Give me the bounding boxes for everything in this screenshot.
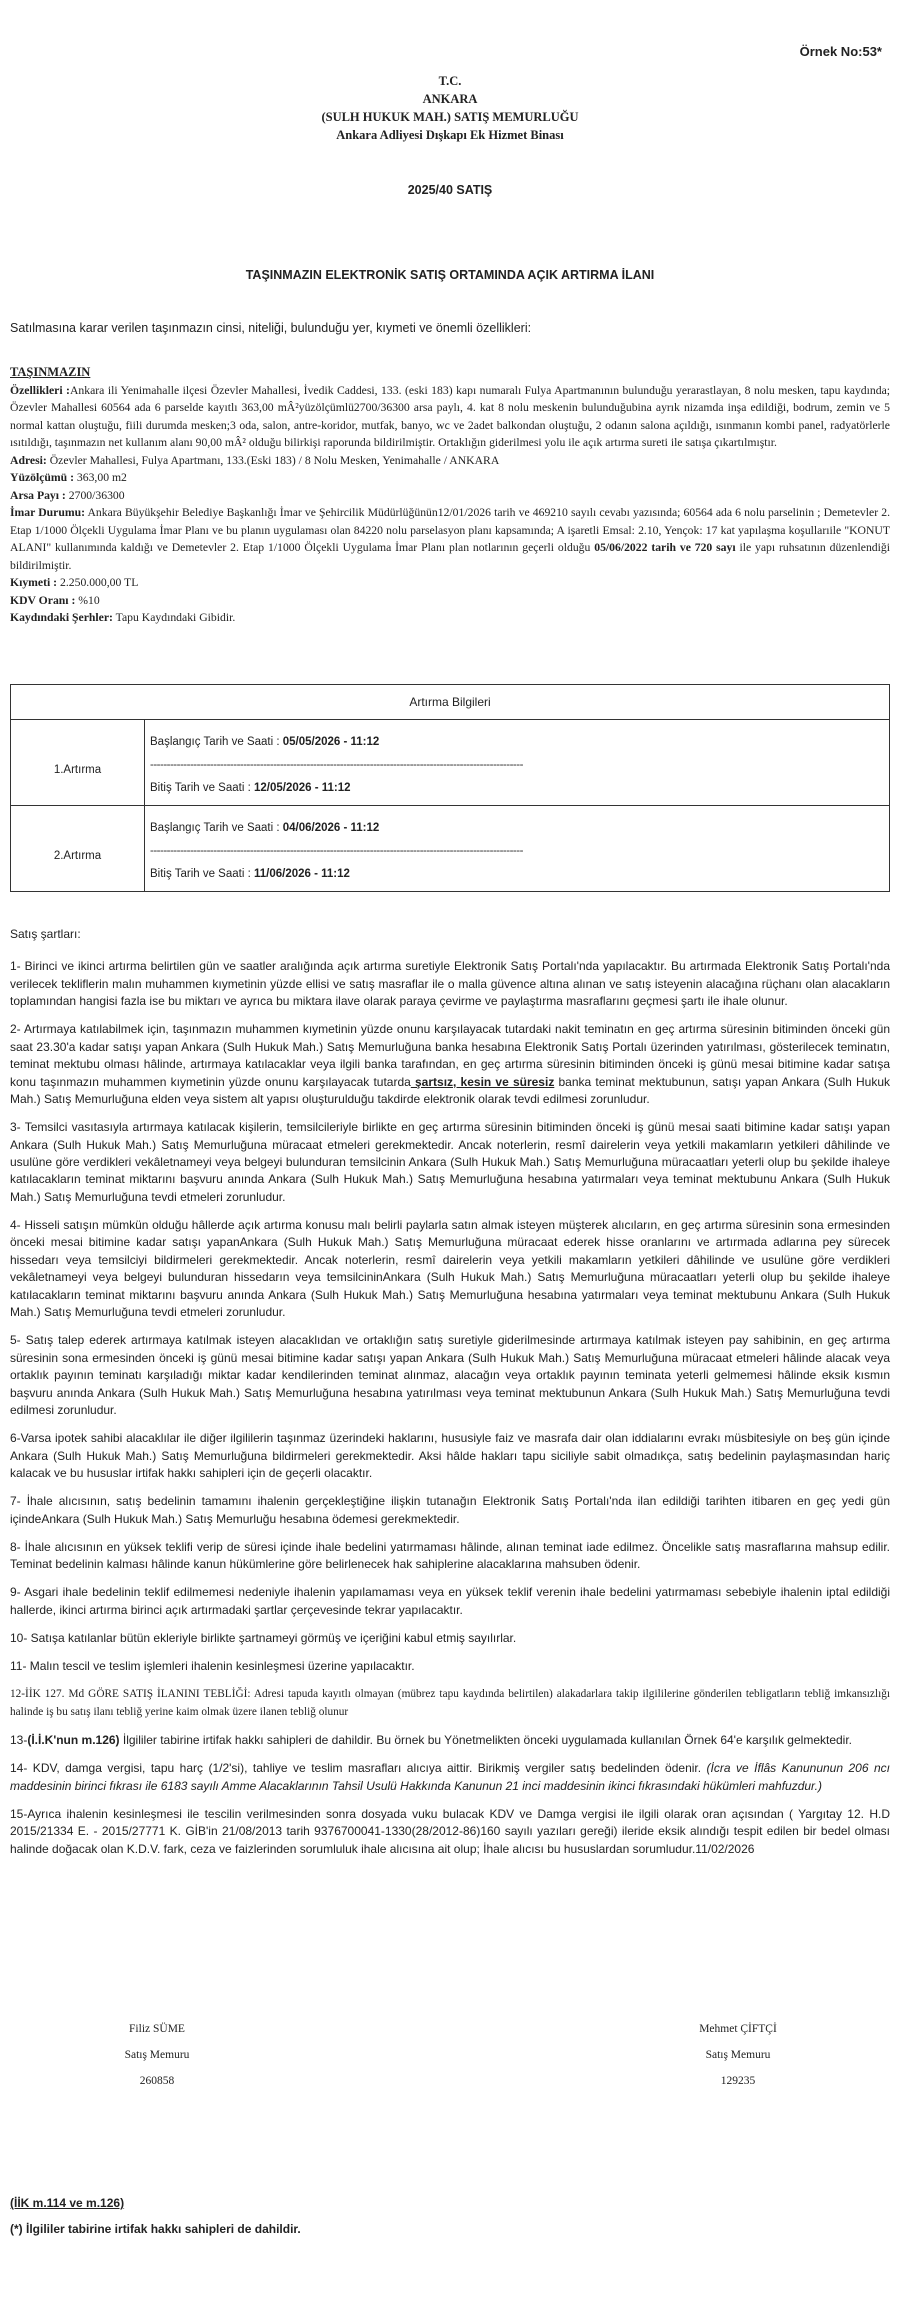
adres-label: Adresi: <box>10 453 47 467</box>
imar-bold: 05/06/2022 tarih ve 720 sayı <box>594 541 736 554</box>
sart-4: 4- Hisseli satışın mümkün olduğu hâllerde açık artırma konusu malı belirli paylarla satın almak isteyen müşterek alıcıların, en geç artırma süresinin sona ermesinden önceki mesai bitimine kadar satışı yapanAnkara (Sulh Hukuk Mah.) Satış Memurluğuna müracaat ederek hisse oranlarını ve artırmada adlarına pey sürecek hissedarı veya temsilciyi bildirmeleri gerekmektedir. Ancak noterlerin, resmî dairelerin veya yetkili makamların yetkileri dâhilinde ve usulüne göre verdikleri vekâletnameyi veya belgeyi bulunduran hissedarın veya temsilcininAnkara (Sulh Hukuk Mah.) Satış Memurluğuna müracaatları yeterli olup bu şekilde ihaleye katılacakların teminat miktarını başvuru anında Ankara (Sulh Hukuk Mah.) Satış Memurluğuna hesabına yatırmaları veya teminat mektubunu Ankara (Sulh Hukuk Mah.) Satış Memurluğuna tevdi etmeleri zorunludur. <box>10 1218 890 1320</box>
sart-13: 13-(İ.İ.K'nun m.126) İlgililer tabirine irtifak hakkı sahipleri de dahildir. Bu örnek bu Yönetmelikten önceki uygulamada kullanılan Örnek 64'e karşılık gelmektedir. <box>10 1733 853 1747</box>
sart-2-underlined: şartsız, kesin ve süresiz <box>410 1074 555 1089</box>
start-datetime: Başlangıç Tarih ve Saati : 04/06/2026 - 11:12 <box>150 822 380 834</box>
footer-law-reference: (İİK m.114 ve m.126) <box>10 2196 125 2210</box>
signer-number: 129235 <box>720 2075 756 2087</box>
arsa-payi-label: Arsa Payı : <box>10 488 66 502</box>
sart-5: 5- Satış talep ederek artırmaya katılmak isteyen alacaklıdan ve ortaklığın satış suretiyle giderilmesinde artırmaya katılmak isteyen pay sahibinin, en geç artırma süresinin sona ermesinden önceki iş günü mesai bitimine kadar satışı yapan Ankara (Sulh Hukuk Mah.) Satış Memurluğuna müracaat etmeleri hâlinde alacak veya ortaklık payının teminatı karşıladığı miktar kadar kendilerinden teminat alınmaz, alacağın veya ortaklık payının teminata yeterli gelmemesi hâlinde eksik kısmın başvuru anında Ankara (Sulh Hukuk Mah.) Satış Memurluğuna hesabına yatırılması veya teminat mektubunun Ankara (Sulh Hukuk Mah.) Satış Memurluğuna tevdi edilmesi zorunludur. <box>10 1333 890 1417</box>
kiymeti-label: Kıymeti : <box>10 576 58 589</box>
kdv-value: %10 <box>75 593 100 607</box>
artirma-label: 2.Artırma <box>11 806 145 892</box>
kayit-serhler-line <box>10 609 890 627</box>
imar-durumu-paragraph <box>10 504 890 574</box>
artirma-dates <box>145 720 890 806</box>
footer-note: (*) İlgililer tabirine irtifak hakkı sahipleri de dahildir. <box>10 2222 301 2236</box>
artirma-table-title: Artırma Bilgileri <box>11 685 890 720</box>
signer-name: Mehmet ÇİFTÇİ <box>699 2023 777 2035</box>
kayit-serhler-value: Tapu Kaydındaki Gibidir. <box>112 611 236 624</box>
sartlar-title: Satış şartları: <box>10 927 81 941</box>
signer-name: Filiz SÜME <box>129 2023 185 2035</box>
intro-text: Satılmasına karar verilen taşınmazın cinsi, niteliği, bulunduğu yer, kıymeti ve önemli özellikleri: <box>10 321 532 335</box>
artirma-table <box>10 684 890 892</box>
kdv-line <box>10 592 890 610</box>
yuzolcumu-value: 363,00 m2 <box>73 471 127 484</box>
end-datetime: Bitiş Tarih ve Saati : 12/05/2026 - 11:12 <box>150 782 351 794</box>
sart-8: 8- İhale alıcısının en yüksek teklifi verip de süresi içinde ihale bedelini yatırmaması hâlinde, alınan teminat iade edilmez. Öncelikle satış masraflarına mahsup edilir. Teminat bedelinin kalması hâlinde kanun hükümlerine göre belirlenecek hak sahiplerine alacaklarına mahsuben ödenir. <box>10 1539 890 1572</box>
divider-dashes: ---------------------------------------------------------------------------------------------------------------- <box>150 759 523 771</box>
sart-10: 10- Satışa katılanlar bütün ekleriyle birlikte şartnameyi görmüş ve içeriğini kabul etmiş sayılırlar. <box>10 1630 517 1645</box>
signer-number: 260858 <box>139 2075 175 2087</box>
table-row <box>11 806 890 892</box>
header-tc: T.C. <box>438 74 462 88</box>
tasinmaz-section <box>10 364 890 627</box>
signature-left <box>7 2016 307 2094</box>
sart-7: 7- İhale alıcısının, satış bedelinin tamamını ihalenin gerçekleştiğine ilişkin tutanağın Elektronik Satış Portalı'nda ilan edildiği tarihten itibaren en geç yedi gün içindeAnkara (Sulh Hukuk Mah.) Satış Memurluğu hesabına ödemesi gerekmektedir. <box>10 1494 890 1526</box>
ilan-title: TAŞINMAZIN ELEKTRONİK SATIŞ ORTAMINDA AÇIK ARTIRMA İLANI <box>245 268 655 282</box>
sart-14: 14- KDV, damga vergisi, tapu harç (1/2'si), tahliye ve teslim masrafları alıcıya aittir. Birikmiş vergiler satış bedelinden ödenir. (İcra ve İflâs Kanununun 206 ncı maddesinin birinci fıkrası ile 6183 sayılı Amme Alacaklarının Tahsil Usulü Hakkında Kanunun 21 inci maddesinin ikinci fıkrasındaki hükümleri mahfuzdur.) <box>10 1761 890 1793</box>
artirma-label: 1.Artırma <box>11 720 145 806</box>
yuzolcumu-line <box>10 469 890 487</box>
sart-3: 3- Temsilci vasıtasıyla artırmaya katılacak kişilerin, temsilcileriyle birlikte en geç artırma süresinin bitiminden önceki iş günü mesai saati bitimine kadar satışı yapan Ankara (Sulh Hukuk Mah.) Satış Memurluğuna müracaat etmeleri gerekmektedir. Ancak noterlerin, resmî dairelerin veya yetkili makamların yetkileri dâhilinde ve usulüne göre verdikleri vekâletnameyi veya belgeyi bulunduran temsilcinin Ankara (Sulh Hukuk Mah.) Satış Memurluğuna müracaatları yeterli olup bu şekilde ihaleye katılacakların teminat miktarını başvuru anında Ankara (Sulh Hukuk Mah.) Satış Memurluğuna hesabına yatırmaları veya teminat mektubunu Ankara (Sulh Hukuk Mah.) Satış Memurluğuna tevdi etmeleri zorunludur. <box>10 1120 890 1204</box>
document-header <box>0 72 900 144</box>
sart-12: 12-İİK 127. Md GÖRE SATIŞ İLANINI TEBLİĞİ: Adresi tapuda kayıtlı olmayan (mübrez tapu kaydında belirtilen) alakadarlara takip ilgililerine gönderilen tebligatların tebliğ imkansızlığı halinde iş bu satış ilanı tebliğ yerine kaim olmak üzere ilanen tebliğ olunur <box>10 1688 890 1718</box>
header-office: (SULH HUKUK MAH.) SATIŞ MEMURLUĞU <box>321 110 579 124</box>
document-footer <box>10 2190 301 2242</box>
table-row <box>11 720 890 806</box>
yuzolcumu-label: Yüzölçümü : <box>10 471 74 484</box>
ozellikleri-paragraph <box>10 382 890 452</box>
header-address: Ankara Adliyesi Dışkapı Ek Hizmet Binası <box>336 128 564 142</box>
signer-title: Satış Memuru <box>124 2049 190 2061</box>
header-city: ANKARA <box>422 92 478 106</box>
satis-sartlari-section <box>10 926 890 1869</box>
signature-right <box>588 2016 888 2094</box>
artirma-dates <box>145 806 890 892</box>
signer-title: Satış Memuru <box>705 2049 771 2061</box>
arsa-payi-value: 2700/36300 <box>65 488 125 502</box>
start-datetime: Başlangıç Tarih ve Saati : 05/05/2026 - 11:12 <box>150 736 380 748</box>
sart-1: 1- Birinci ve ikinci artırma belirtilen gün ve saatler aralığında açık artırma suretiyle Elektronik Satış Portalı'nda yapılacaktır. Bu artırmada Elektronik Satış Portalı'nda verilecek tekliflerin malın muhammen kıymetinin yüzde ellisi ve satış masraflar ile o malla güvence altına alınan ve satış isteyenin alacağına rüçhanı olan alacakların toplamından hangisi fazla ise bu miktarı ve ayrıca bu miktara ilave olarak paraya çevirme ve paylaştırma masraflarını geçmesi şartı ile ihale olunur. <box>10 959 890 1009</box>
sart-11: 11- Malın tescil ve teslim işlemleri ihalenin kesinleşmesi üzerine yapılacaktır. <box>10 1659 415 1674</box>
sart-6: 6-Varsa ipotek sahibi alacaklılar ile diğer ilgililerin taşınmaz üzerindeki haklarını, hususiyle faiz ve masrafa dair olan iddialarını evrakı müsbitesiyle on beş gün içinde Ankara (Sulh Hukuk Mah.) Satış Memurluğuna bildirmeleri gerekmektedir. Aksi hâlde hakları tapu siciliyle sabit olmadıkça, satış bedelinin paylaşmasından hariç kalacak ve bu hususlar irtifak hakkı sahipleri için de geçerli olacaktır. <box>10 1431 890 1480</box>
ozellikleri-text: Ankara ili Yenimahalle ilçesi Özevler Mahallesi, İvedik Caddesi, 133. (eski 183) kapı numaralı Fulya Apartmanının bulunduğu yerarastlayan, 8 nolu mesken, tapu kaydında; Özevler Mahallesi 60564 ada 6 parselde kayıtlı 363,00 mÂ²yüzölçümlü2700/36300 arsa paylı, 4. kat 8 nolu meskenin bulunduğubina ayrık nizamda inşa edildiği, bodrum, zemin ve 5 normal kattan oluştuğu, fiili durumda mesken;3 oda, salon, antre-koridor, mutfak, banyo, wc ve 2adet balkondan oluştuğu, 2 odanın salona açıldığı, ısınmanın kombi panel, radyatörlerle ısıtıldığı, taşınmazın net kullanım alanı 90,00 mÂ² olduğu bilirkişi raporunda bildirilmiştir. Ortaklığın giderilmesi yolu ile açık artırma sureti ile satışa çıkartılmıştır. <box>10 383 891 449</box>
ornek-number: Örnek No:53* <box>799 44 882 59</box>
kdv-label: KDV Oranı : <box>10 593 76 607</box>
arsa-payi-line <box>10 487 890 505</box>
ozellikleri-label: Özellikleri : <box>10 383 70 397</box>
kiymeti-value: 2.250.000,00 TL <box>57 576 139 589</box>
sart-15: 15-Ayrıca ihalenin kesinleşmesi ile tescilin verilmesinden sonra dosyada vuku bulacak KDV ve Damga vergisi ile ilgili olarak oran açısından ( Yargıtay 12. H.D 2015/21334 E. - 2015/27771 K. GİB'in 21/08/2013 tarih 9376700041-1330(28/2012-86)160 sayılı yazıları gereği) ileride eksik alındığı tespit edilen bir bedel olması halinde doğacak olan K.D.V. fark, ceza ve faizlerinden sorumluluk ihale alıcısına ait olup; İhale alıcısı bu hususlardan sorumludur.11/02/2026 <box>10 1806 890 1856</box>
kayit-serhler-label: Kaydındaki Şerhler: <box>10 611 113 624</box>
adres-value: Özevler Mahallesi, Fulya Apartmanı, 133.(Eski 183) / 8 Nolu Mesken, Yenimahalle / ANKARA <box>46 453 500 467</box>
adres-line <box>10 452 890 470</box>
imar-text: Ankara Büyükşehir Belediye Başkanlığı İmar ve Şehircilik Müdürlüğünün12/01/2026 tarih ve 469210 sayılı cevabı yazısında; 60564 ada 6 nolu parselinin ; Demetevler 2. Etap 1/1000 Ölçekli Uygulama İmar Planı ve bu planın uygulaması olan 84220 nolu parselasyon planı kapsamında; A işaretli Emsal: 2.10, Yençok: 17 kat yapılaşma koşullarıile "KONUT ALANI" kullanımında kaldığı ve Demetevler 2. Etap 1/1000 Ölçekli Uygulama İmar Planı plan notlarının geçerli olduğu <box>10 506 890 554</box>
end-datetime: Bitiş Tarih ve Saati : 11/06/2026 - 11:12 <box>150 868 350 880</box>
kiymeti-line <box>10 574 890 592</box>
divider-dashes: ---------------------------------------------------------------------------------------------------------------- <box>150 845 523 857</box>
imar-label: İmar Durumu: <box>10 506 85 519</box>
sart-2: 2- Artırmaya katılabilmek için, taşınmazın muhammen kıymetinin yüzde onunu karşılayacak tutardaki nakit teminatın en geç artırma süresinin bitiminden önceki gün saat 23.30'a kadar satışı yapan Ankara (Sulh Hukuk Mah.) Satış Memurluğuna banka hesabına Elektronik Satış Portalı üzerinden yatırılması, gösterilecek teminatın, teminat mektubu olması hâlinde, artırmaya katılacaklar veya ilgili banka tarafından, en geç artırma süresinin bitiminden önceki iş günü mesai bitimine kadar satışa konu taşınmazın muhammen kıymetinin yüzde onunu karşılayacak tutarda şartsız, kesin ve süresiz banka teminat mektubunun, satışı yapan Ankara (Sulh Hukuk Mah.) Satış Memurluğuna elden veya sistem alt yapısı oluşturulduğu takdirde elektronik olarak tevdi edilmesi zorunludur. <box>10 1022 890 1107</box>
satis-number: 2025/40 SATIŞ <box>407 183 493 197</box>
sart-9: 9- Asgari ihale bedelinin teklif edilmemesi nedeniyle ihalenin yapılamaması veya en yüksek teklif verenin ihale bedelini yatırmaması sebebiyle ihalenin iptal edildiği hallerde, ikinci artırma birinci açık artırmadaki şartlar çerçevesinde tekrar yapılacaktır. <box>10 1585 890 1617</box>
tasinmaz-heading: TAŞINMAZIN <box>10 365 91 379</box>
imar-tail: ile yapı ruhsatının düzenlendiği bildirilmiştir. <box>10 541 890 572</box>
